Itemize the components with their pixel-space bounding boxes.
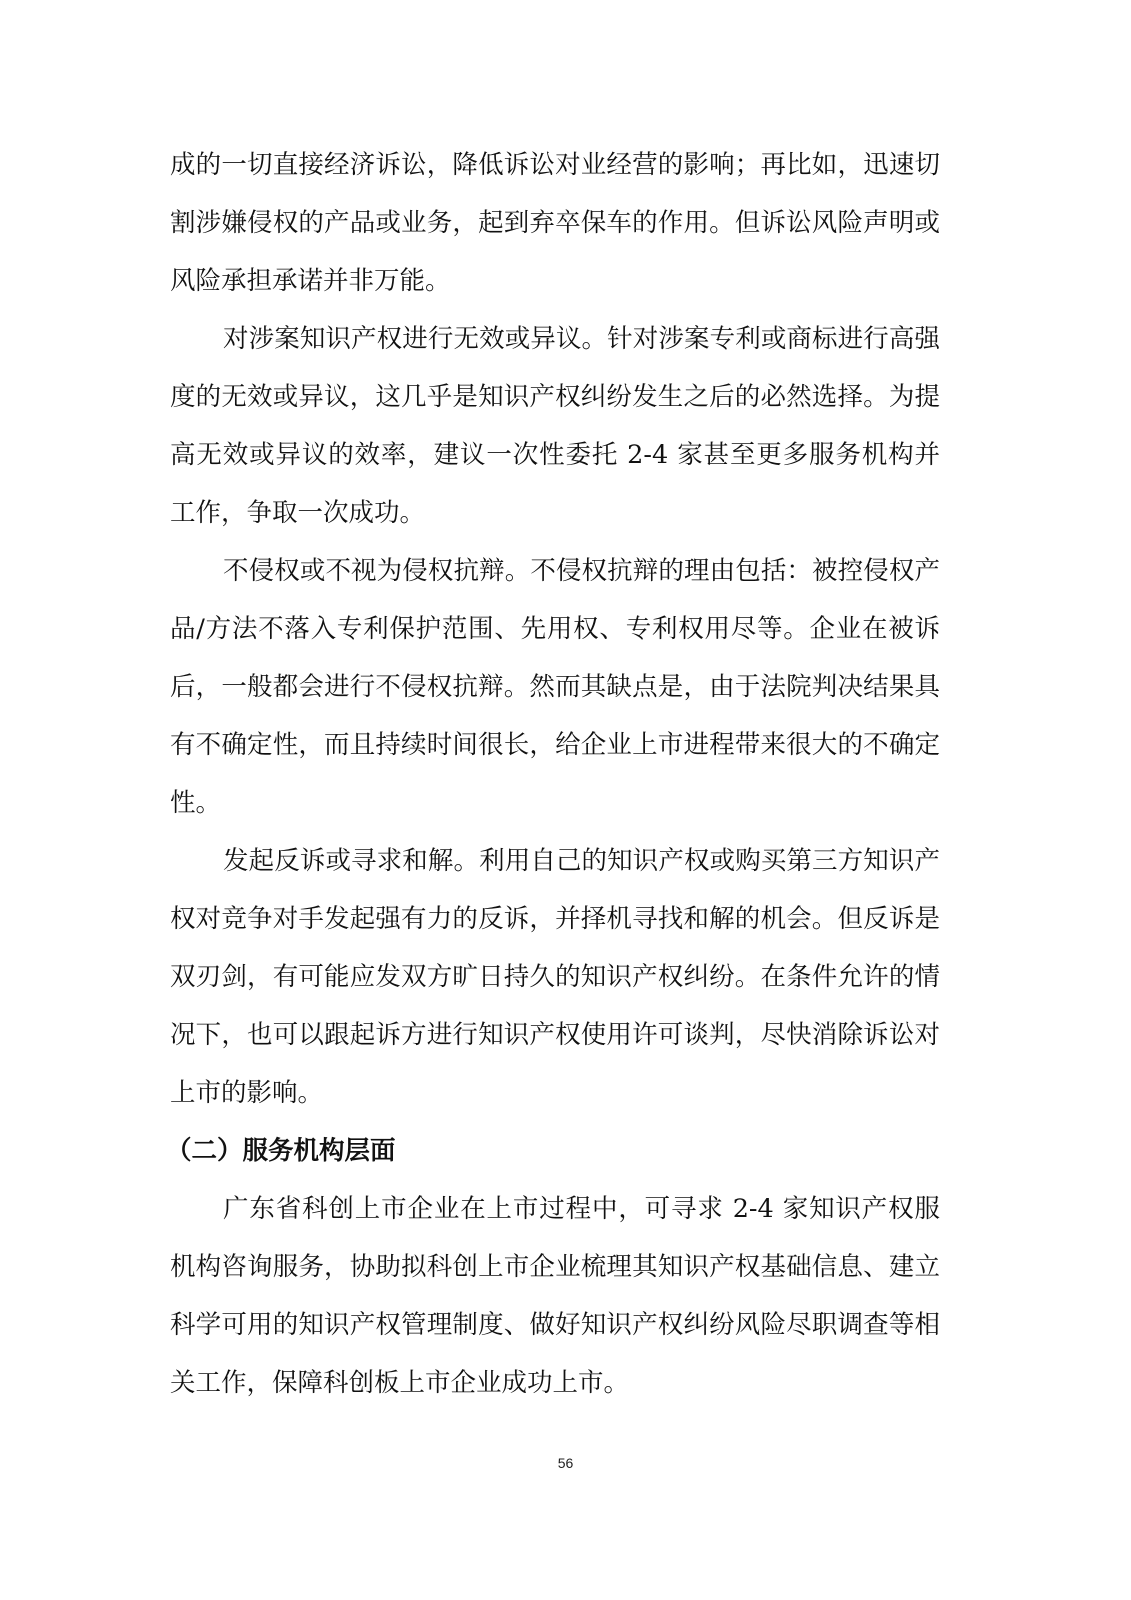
paragraph-counterclaim	[170, 832, 940, 1122]
text-line: 广东省科创上市企业在上市过程中，可寻求 2-4 家知识产权服	[223, 1194, 940, 1224]
text-line: 高无效或异议的效率，建议一次性委托 2-4 家甚至更多服务机构并	[170, 440, 940, 470]
text-line: 双刃剑，有可能应发双方旷日持久的知识产权纠纷。在条件允许的情	[170, 962, 940, 992]
text-line: 发起反诉或寻求和解。利用自己的知识产权或购买第三方知识产	[223, 846, 940, 876]
text-line: 风险承担承诺并非万能。	[170, 266, 451, 296]
text-line: 品/方法不落入专利保护范围、先用权、专利权用尽等。企业在被诉	[170, 614, 940, 644]
text-line: 对涉案知识产权进行无效或异议。针对涉案专利或商标进行高强	[223, 324, 940, 354]
text-line: 有不确定性，而且持续时间很长，给企业上市进程带来很大的不确定	[170, 730, 940, 760]
text-line: 机构咨询服务，协助拟科创上市企业梳理其知识产权基础信息、建立	[170, 1252, 940, 1282]
page-number: 56	[557, 1455, 574, 1471]
document-body	[166, 136, 940, 1412]
paragraph-litigation-risk	[170, 136, 940, 310]
text-line: 成的一切直接经济诉讼，降低诉讼对业经营的影响；再比如，迅速切	[170, 150, 940, 180]
text-line: 不侵权或不视为侵权抗辩。不侵权抗辩的理由包括：被控侵权产	[223, 556, 940, 586]
section-heading: （二）服务机构层面	[166, 1136, 396, 1166]
text-line: 上市的影响。	[170, 1078, 324, 1108]
text-line: 况下，也可以跟起诉方进行知识产权使用许可谈判，尽快消除诉讼对	[170, 1020, 940, 1050]
paragraph-service-agencies	[170, 1180, 940, 1412]
text-line: 度的无效或异议，这几乎是知识产权纠纷发生之后的必然选择。为提	[170, 382, 940, 412]
text-line: 割涉嫌侵权的产品或业务，起到弃卒保车的作用。但诉讼风险声明或	[170, 208, 940, 238]
text-line: 科学可用的知识产权管理制度、做好知识产权纠纷风险尽职调查等相	[170, 1310, 940, 1340]
paragraph-invalidation	[170, 310, 940, 542]
text-line: 性。	[170, 788, 222, 818]
text-line: 后，一般都会进行不侵权抗辩。然而其缺点是，由于法院判决结果具	[170, 672, 940, 702]
text-line: 权对竞争对手发起强有力的反诉，并择机寻找和解的机会。但反诉是	[170, 904, 940, 934]
text-line: 工作，争取一次成功。	[170, 498, 426, 528]
paragraph-non-infringement	[170, 542, 940, 832]
text-line: 关工作，保障科创板上市企业成功上市。	[170, 1368, 630, 1398]
